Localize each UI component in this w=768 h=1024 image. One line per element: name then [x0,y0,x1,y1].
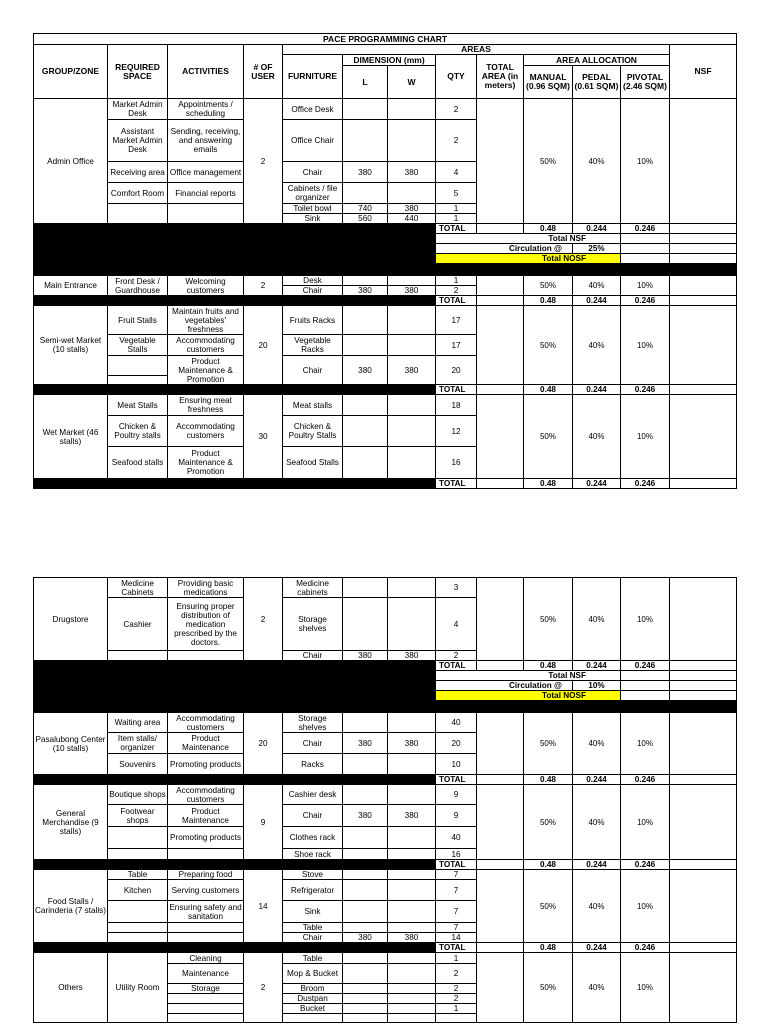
programming-chart-table-page2 [33,577,737,1023]
header-row [34,45,737,55]
group-others: Others [34,953,108,1023]
total-nosf-row [34,254,737,264]
circulation-label: Circulation @ [436,244,573,254]
total-pivotal: 0.246 [621,479,670,489]
total-manual: 0.48 [524,385,573,395]
total-row [34,296,737,306]
furniture: Chair [283,651,343,661]
qty: 10 [436,754,477,775]
furniture: Seafood Stalls [283,447,343,479]
total-nsf-row [34,234,737,244]
activity: Accommodating customers [168,416,244,447]
required-space: Comfort Room [108,183,168,204]
manual-pct: 50% [524,306,573,385]
activity: Accommodating customers [168,335,244,356]
table-row [34,276,737,286]
furniture: Broom [283,984,343,994]
pedal-pct: 40% [573,578,621,661]
table-row [34,870,737,880]
furniture: Chair [283,933,343,943]
total-pivotal: 0.246 [621,775,670,785]
chart-title: PACE PROGRAMMING CHART [34,34,737,45]
activity: Accommodating customers [168,713,244,733]
activity: Preparing food [168,870,244,880]
total-pedal: 0.244 [573,385,621,395]
circulation-row [34,244,737,254]
circulation-row [34,681,737,691]
activity: Product Maintenance [168,733,244,754]
dim-l: 380 [343,805,388,827]
qty: 9 [436,805,477,827]
activity: Product Maintenance [168,805,244,827]
required-space: Market Admin Desk [108,99,168,120]
separator-row [34,701,737,713]
pedal-pct: 40% [573,99,621,224]
total-label: TOTAL [436,775,477,785]
pedal-pct: 40% [573,276,621,296]
header-users: # OF USER [244,45,283,99]
furniture: Chair [283,805,343,827]
required-space: Meat Stalls [108,395,168,416]
total-pedal: 0.244 [573,860,621,870]
pivotal-pct: 10% [621,953,670,1023]
furniture: Vegetable Racks [283,335,343,356]
activity: Ensuring safety and sanitation [169,902,242,921]
pedal-pct: 40% [573,713,621,775]
qty: 1 [436,214,477,224]
furniture: Shoe rack [283,849,343,860]
dim-l: 560 [343,214,388,224]
dim-l: 380 [343,356,388,385]
total-pedal: 0.244 [573,479,621,489]
furniture: Chair [283,286,343,296]
pivotal-pct: 10% [621,713,670,775]
dim-l: 380 [343,733,388,754]
total-manual: 0.48 [524,860,573,870]
total-row [34,860,737,870]
total-row [34,943,737,953]
group-main-entrance: Main Entrance [34,276,108,296]
total-row [34,775,737,785]
user-count: 2 [244,953,283,1023]
activity: Ensuring meat freshness [168,395,244,416]
qty: 16 [436,447,477,479]
group-general-merchandise: General Merchandise (9 stalls) [34,785,108,860]
header-manual: MANUAL (0.96 SQM) [524,66,573,99]
user-count: 14 [244,870,283,943]
required-space: Table [108,870,168,880]
required-space: Assistant Market Admin Desk [108,120,168,162]
furniture: Chair [283,733,343,754]
qty: 40 [436,713,477,733]
qty: 17 [436,306,477,335]
qty: 18 [436,395,477,416]
qty: 1 [436,204,477,214]
circulation-value: 25% [573,244,621,254]
pivotal-pct: 10% [621,395,670,479]
furniture: Chicken & Poultry Stalls [283,416,343,447]
pedal-pct: 40% [573,785,621,860]
qty: 9 [436,785,477,805]
header-l: L [343,66,388,99]
total-pivotal: 0.246 [621,943,670,953]
user-count: 2 [244,276,283,296]
furniture: Refrigerator [283,880,343,901]
total-manual: 0.48 [524,479,573,489]
furniture: Cashier desk [283,785,343,805]
activity: Maintenance [168,964,244,984]
pivotal-pct: 10% [621,785,670,860]
separator-row [34,264,737,276]
user-count: 30 [244,395,283,479]
header-dimension: DIMENSION (mm) [343,55,436,66]
pivotal-pct: 10% [621,306,670,385]
total-label: TOTAL [436,224,477,234]
activity: Product Maintenance & Promotion [168,447,244,479]
qty: 12 [436,416,477,447]
dim-l: 380 [343,651,388,661]
required-space: Item stalls/ organizer [108,733,168,754]
pivotal-pct: 10% [621,870,670,943]
manual-pct: 50% [524,578,573,661]
dim-l: 380 [343,162,388,183]
total-label: TOTAL [436,860,477,870]
total-manual: 0.48 [524,661,573,671]
dim-l [343,99,388,120]
user-count: 9 [244,785,283,860]
user-count: 2 [244,578,283,661]
activity: Maintain fruits and vegetables' freshness [168,306,244,335]
total-nsf-label: Total NSF [436,671,621,681]
qty: 7 [436,901,477,923]
furniture: Cabinets / file organizer [283,183,343,204]
total-row [34,224,737,234]
title-row [34,34,737,45]
header-pedal: PEDAL (0.61 SQM) [573,66,621,99]
total-nosf-row [34,691,737,701]
nsf [670,99,737,224]
required-space: Seafood stalls [108,447,168,479]
table-row [34,306,737,335]
total-nsf-label: Total NSF [436,234,621,244]
required-space: Souvenirs [108,754,168,775]
qty: 7 [436,870,477,880]
furniture: Medicine cabinets [283,578,343,598]
pedal-pct: 40% [573,953,621,1023]
total-pedal: 0.244 [573,661,621,671]
required-space: Utility Room [108,953,168,1023]
activity: Appointments / scheduling [168,99,244,120]
total-nosf-label: Total NOSF [436,691,621,701]
header-total-area: TOTAL AREA (in meters) [477,55,524,99]
circulation-value: 10% [573,681,621,691]
furniture: Fruits Racks [283,306,343,335]
furniture: Office Chair [283,120,343,162]
qty: 40 [436,827,477,849]
dim-w: 380 [388,651,436,661]
total-nosf-label: Total NOSF [436,254,621,264]
total-pivotal: 0.246 [621,860,670,870]
required-space: Front Desk / Guardhouse [108,276,168,296]
pedal-pct: 40% [573,395,621,479]
activity: Promoting products [168,827,244,849]
dim-w: 380 [388,204,436,214]
furniture: Table [283,953,343,964]
total-row [34,479,737,489]
table-row [34,99,737,120]
dim-w: 440 [388,214,436,224]
manual-pct: 50% [524,713,573,775]
total-label: TOTAL [436,296,477,306]
qty: 4 [436,598,477,651]
total-manual: 0.48 [524,943,573,953]
qty: 1 [436,953,477,964]
total-pivotal: 0.246 [621,224,670,234]
qty: 5 [436,183,477,204]
activity: Serving customers [168,880,244,901]
required-space: Medicine Cabinets [108,578,168,598]
table-row [34,395,737,416]
header-required-space: REQUIRED SPACE [108,45,168,99]
header-area-allocation: AREA ALLOCATION [524,55,670,66]
pivotal-pct: 10% [621,578,670,661]
total-row [34,385,737,395]
total-label: TOTAL [436,943,477,953]
qty: 16 [436,849,477,860]
table-row [34,953,737,964]
furniture: Racks [283,754,343,775]
header-activities: ACTIVITIES [168,45,244,99]
dim-w: 380 [388,162,436,183]
total-pivotal: 0.246 [621,385,670,395]
manual-pct: 50% [524,953,573,1023]
manual-pct: 50% [524,276,573,296]
header-areas: AREAS [283,45,670,55]
total-pedal: 0.244 [573,224,621,234]
pedal-pct: 40% [573,870,621,943]
total-label: TOTAL [436,479,477,489]
qty: 1 [436,1004,477,1014]
furniture: Desk [283,276,343,286]
dim-w: 380 [388,933,436,943]
furniture: Chair [283,162,343,183]
required-space: Vegetable Stalls [108,335,168,356]
qty: 1 [436,276,477,286]
activity: Storage [168,984,244,994]
header-nsf: NSF [670,45,737,99]
activity: Accommodating customers [168,785,244,805]
qty: 2 [436,651,477,661]
qty: 20 [436,733,477,754]
qty: 2 [436,99,477,120]
circulation-label: Circulation @ [436,681,573,691]
group-pasalubong-center: Pasalubong Center (10 stalls) [34,713,108,775]
group-drugstore: Drugstore [34,578,108,661]
table-row [34,785,737,805]
pedal-pct: 40% [573,306,621,385]
furniture: Storage shelves [283,598,343,651]
qty: 7 [436,923,477,933]
manual-pct: 50% [524,785,573,860]
total-pedal: 0.244 [573,943,621,953]
total-label: TOTAL [436,661,477,671]
qty: 3 [436,578,477,598]
furniture: Dustpan [283,994,343,1004]
required-space: Fruit Stalls [108,306,168,335]
required-space: Waiting area [108,713,168,733]
total-label: TOTAL [436,385,477,395]
furniture: Sink [283,214,343,224]
manual-pct: 50% [524,99,573,224]
total-pivotal: 0.246 [621,296,670,306]
total-row [34,661,737,671]
total-area [477,99,524,224]
header-pivotal: PIVOTAL (2.46 SQM) [621,66,670,99]
total-pedal: 0.244 [573,296,621,306]
qty: 4 [436,162,477,183]
furniture: Storage shelves [283,713,343,733]
qty: 2 [436,994,477,1004]
header-furniture: FURNITURE [283,55,343,99]
group-semi-wet-market: Semi-wet Market (10 stalls) [34,306,108,385]
activity: Ensuring proper distribution of medication prescribed by the doctors. [168,598,244,651]
dim-l: 380 [343,933,388,943]
qty: 2 [436,984,477,994]
activity: Cleaning [168,953,244,964]
user-count: 20 [244,713,283,775]
furniture: Table [283,923,343,933]
required-space: Footwear shops [108,805,168,827]
required-space: Receiving area [108,162,168,183]
programming-chart-table-page1 [33,33,737,489]
required-space: Kitchen [108,880,168,901]
pivotal-pct: 10% [621,99,670,224]
furniture: Sink [283,901,343,923]
qty: 2 [436,120,477,162]
header-w: W [388,66,436,99]
activity: Product Maintenance & Promotion [168,356,244,385]
total-pedal: 0.244 [573,775,621,785]
pivotal-pct: 10% [621,276,670,296]
user-count: 2 [244,99,283,224]
qty: 14 [436,933,477,943]
total-nsf-row [34,671,737,681]
qty: 2 [436,964,477,984]
qty: 2 [436,286,477,296]
dim-w: 380 [388,805,436,827]
dim-l: 380 [343,286,388,296]
qty: 7 [436,880,477,901]
table-row [34,578,737,598]
furniture: Clothes rack [283,827,343,849]
qty: 17 [436,335,477,356]
required-space: Chicken & Poultry stalls [108,416,168,447]
dim-w: 380 [388,356,436,385]
total-manual: 0.48 [524,296,573,306]
manual-pct: 50% [524,870,573,943]
header-qty: QTY [436,55,477,99]
group-wet-market: Wet Market (46 stalls) [34,395,108,479]
total-pivotal: 0.246 [621,661,670,671]
manual-pct: 50% [524,395,573,479]
group-admin-office: Admin Office [34,99,108,224]
dim-w: 380 [388,733,436,754]
dim-w [388,99,436,120]
qty: 20 [436,356,477,385]
furniture: Chair [283,356,343,385]
furniture: Mop & Bucket [283,964,343,984]
table-row [34,713,737,733]
activity: Welcoming customers [168,276,244,296]
furniture: Stove [283,870,343,880]
activity: Financial reports [168,183,244,204]
total-manual: 0.48 [524,224,573,234]
header-group: GROUP/ZONE [34,45,108,99]
group-food-stalls: Food Stalls / Carinderia (7 stalls) [34,870,108,943]
total-manual: 0.48 [524,775,573,785]
required-space: Boutique shops [108,785,168,805]
furniture: Meat stalls [283,395,343,416]
activity: Providing basic medications [168,578,244,598]
furniture: Office Desk [283,99,343,120]
user-count: 20 [244,306,283,385]
activity: Sending, receiving, and answering emails [168,120,244,162]
activity: Office management [168,162,244,183]
furniture: Toilet bowl [283,204,343,214]
dim-l: 740 [343,204,388,214]
furniture: Bucket [283,1004,343,1014]
required-space: Cashier [108,598,168,651]
activity: Promoting products [168,754,244,775]
dim-w: 380 [388,286,436,296]
